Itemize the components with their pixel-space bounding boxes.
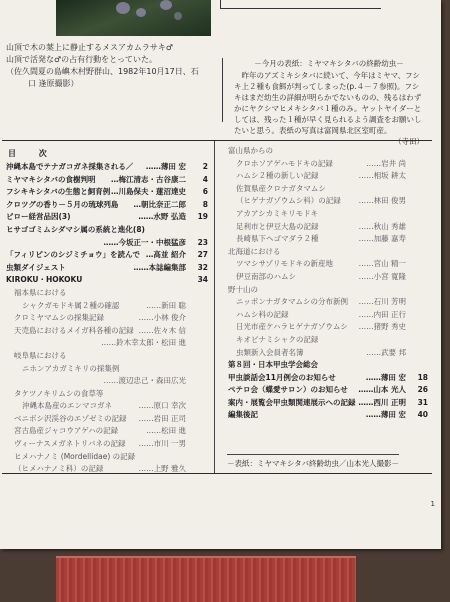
toc-entry [228, 397, 428, 410]
toc-entry-title: ハムシ科の記録 [236, 309, 289, 319]
toc-entry-page: 26 [417, 385, 428, 395]
toc-entry-title: 富山県からの [228, 146, 273, 155]
toc-entry-author: ……市川 一男 [138, 439, 186, 449]
toc-entry-title: 第８回・日本甲虫学会総会 [228, 360, 318, 370]
toc-entry-author: ……薄田 宏 [145, 162, 186, 171]
toc-entry [6, 425, 208, 438]
photo-caption-line4: 口 逢原撮影） [28, 79, 79, 88]
toc-entry-author: ……小林 俊介 [138, 313, 186, 323]
toc-entry-title: （ヒメハナノミ科）の記録 [14, 464, 104, 474]
toc-entry [6, 161, 208, 174]
toc-bottom-note [198, 454, 428, 469]
toc-entry-author: ……鈴木幸太郎・松田 進 [101, 338, 186, 348]
toc-entry-author: …朝比奈正二郎 [133, 199, 186, 209]
toc-entry-title: 編集後記 [228, 410, 258, 420]
toc-entry-author: ……佐々木 信 [138, 325, 186, 335]
toc-entry-title: ニホンアカガミキリの採集例 [22, 363, 120, 373]
toc-entry-title: 沖縄本島産のエンマコガネ [22, 401, 112, 411]
toc-entry [6, 300, 208, 313]
toc-entry [228, 372, 428, 385]
toc-entry [6, 287, 208, 300]
toc-entry-page: 31 [417, 397, 428, 407]
toc-column-divider [214, 141, 215, 473]
cover-note-body: 昨年のアズミキシタバに続いて、今年はミヤマ、フシキ上２種も食餌が判ってしまった(p.４－７参照)。フシキはまだ幼生の詳細が明らかでないものの、残るはわずかにヤクシマヒメキシタバ１種のみ。ヤットヤイダーとしては、残った１種が早く見られるよう調査をお願いしたいと思う。表紙の写真は富岡県北区室町産。 [234, 71, 422, 135]
table-of-contents [2, 140, 432, 474]
toc-entry-title: ミヤマキシタバの食樹判明 [6, 174, 96, 184]
toc-entry-author: ……加藤 嘉寿 [358, 234, 406, 244]
toc-entry-title: 福本県における [14, 287, 67, 297]
toc-entry-title: ベニボシ沢渓谷のエゾゼミの記録 [14, 413, 127, 423]
toc-entry-title: ニッポンナガタマムシの分布新例 [236, 297, 349, 307]
toc-entry-author: ……猪野 秀史 [358, 322, 406, 332]
cover-note-frame [220, 0, 381, 9]
toc-left-column [6, 161, 208, 476]
toc-entry [6, 211, 208, 224]
toc-entry [228, 409, 428, 422]
toc-entry-page: 2 [202, 162, 208, 171]
toc-entry-title: 甲虫談話会11月例会のお知らせ [228, 372, 336, 382]
page-number: 1 [430, 500, 435, 508]
toc-entry-title: ヴィーナスメガネトリバネの記録 [14, 439, 126, 449]
toc-entry [228, 321, 428, 334]
toc-entry-title: ペテロ会（蝶愛サロン）のお知らせ [228, 385, 348, 395]
toc-entry [6, 451, 208, 464]
toc-entry-title: 虫類ダイジェスト [6, 262, 66, 272]
photo-caption-line3: （佐久間夏の島嶼木村野群山、1982年10月17日、石 [6, 67, 199, 76]
toc-entry [228, 284, 428, 297]
toc-entry [228, 334, 428, 347]
toc-entry-title: KIROKU・HOKOKU [6, 275, 83, 285]
toc-entry-author: ……本誌編集部 [133, 262, 186, 272]
toc-entry [6, 262, 208, 275]
toc-entry [6, 199, 208, 212]
toc-entry-page: 19 [197, 212, 208, 222]
toc-entry [6, 363, 208, 376]
toc-entry [6, 375, 208, 388]
table-surface [56, 556, 356, 602]
toc-entry [228, 170, 428, 183]
cover-note-title: －今月の表紙：ミヤマキシタバの終齢幼虫－ [254, 59, 404, 68]
toc-entry-author: ……今坂正一・中根猛彦 [103, 237, 186, 247]
toc-entry-author: …川島保夫・蓮沼達史 [111, 187, 186, 197]
toc-entry-page: 4 [202, 174, 208, 184]
toc-entry-page: 34 [197, 275, 208, 285]
toc-entry-page: 40 [417, 410, 428, 420]
toc-entry [6, 413, 208, 426]
toc-entry-author: ……岩井 尚 [366, 158, 406, 168]
toc-entry-title: 虫類新入会員者名簿 [236, 347, 304, 357]
toc-entry-title: キオビナミシャクの記録 [236, 334, 319, 344]
toc-entry-author: ……石川 芳明 [358, 297, 406, 307]
toc-entry-title: 日光市産ケハラヒゲナガゾウムシ [236, 322, 348, 332]
toc-entry-page: 6 [202, 187, 208, 197]
toc-entry-title: 足利市と伊豆大島の記録 [236, 221, 319, 231]
toc-entry-title: 案内・展覧会甲虫類関連展示への記録 [228, 397, 356, 407]
toc-entry [228, 384, 428, 397]
toc-entry [6, 463, 208, 476]
cover-photo [56, 0, 211, 36]
toc-entry [6, 438, 208, 451]
photo-caption-line2: 山頂で活発な♂の占有行動をとっていた。 [6, 55, 158, 64]
toc-entry-title: 「フィリピンのシジミチョウ」を読んで [6, 250, 140, 260]
photo-caption-line1: 山頂で木の葉上に静止するメスアカムラサキ♂ [6, 43, 174, 52]
toc-heading: 目 次 [8, 149, 57, 158]
toc-entry-author: ……林田 俊男 [358, 196, 406, 206]
toc-entry-author: ……上野 雅久 [138, 464, 186, 474]
toc-entry-title: アカアシカミキリモドキ [236, 208, 319, 218]
toc-entry-title: 沖縄本島でテナガコガネ採集される／ [6, 162, 134, 171]
toc-entry-author: ……小宮 寛隆 [358, 271, 406, 281]
toc-entry-title: ヒメハナノミ (Mordellidae) の記録 [14, 451, 136, 461]
toc-entry [6, 186, 208, 199]
toc-entry [6, 388, 208, 401]
toc-entry [228, 221, 428, 234]
toc-entry-title: クロホソアゲハモドキの記録 [236, 158, 333, 168]
toc-entry [6, 174, 208, 187]
toc-entry-author: ……薄田 宏 [365, 410, 406, 420]
toc-entry [228, 183, 428, 196]
toc-entry-title: 宮古島産ジャコウアゲハの記録 [14, 426, 119, 436]
toc-entry-author: ……松田 進 [146, 426, 186, 436]
toc-entry-title: 北海道における [228, 246, 281, 256]
toc-entry-author: ……渡辺忠己・森田広光 [103, 376, 186, 386]
toc-entry-title: ツマシサゾリモドキの新産地 [236, 259, 334, 269]
toc-entry [6, 312, 208, 325]
toc-entry-author: ……原口 幸次 [138, 401, 186, 411]
toc-entry-page: 32 [197, 262, 208, 272]
toc-entry-title: ヒサゴゴミムシダマシ属の系統と進化(8) [6, 224, 145, 234]
column-rule [222, 58, 223, 122]
toc-entry [6, 274, 208, 287]
toc-entry-author: …高並 紹介 [145, 250, 186, 260]
toc-entry [228, 309, 428, 322]
cover-note-signature: （寺田） [394, 137, 424, 146]
toc-entry [228, 359, 428, 372]
toc-entry-title: （ヒゲナガゾウムシ科）の記録 [236, 196, 341, 206]
toc-entry-author: …梅江清志・古谷康二 [111, 174, 186, 184]
toc-entry-title: 佐賀県産クロナガタマムシ [236, 183, 326, 193]
toc-entry [228, 246, 428, 259]
toc-entry-author: ……宮山 精一 [358, 259, 406, 269]
toc-right-column [228, 145, 428, 422]
toc-entry-title: クロツグの香り－５月の琉球列島 [6, 199, 119, 209]
toc-entry-title: 伊豆南部のハムシ [236, 271, 296, 281]
toc-entry-title: クロミヤマムシの採集記録 [14, 313, 104, 323]
toc-entry [228, 233, 428, 246]
toc-entry-author: ……西川 正明 [358, 397, 406, 407]
toc-entry-title: シャクガモドキ属２種の確認 [22, 300, 120, 310]
toc-entry-title: タケツノキリムシの食草等 [14, 388, 104, 398]
toc-entry-title: 岐阜県における [14, 350, 67, 360]
toc-entry-title: フシキキシタバの生態と飼育例 [6, 187, 111, 197]
toc-entry-author: ……山本 光人 [358, 385, 406, 395]
toc-entry-title: 野十山の [228, 284, 258, 294]
toc-entry-author: ……武要 邦 [366, 347, 406, 357]
toc-entry [6, 325, 208, 338]
toc-entry-author: ……岩田 正司 [138, 413, 186, 423]
toc-entry [6, 249, 208, 262]
toc-entry [228, 158, 428, 171]
toc-entry [228, 271, 428, 284]
toc-entry-page: 23 [197, 237, 208, 247]
cover-note [234, 58, 424, 147]
toc-entry-title: ビロー経営品因(3) [6, 212, 71, 222]
toc-entry-author: ……新田 聡 [146, 300, 186, 310]
toc-entry-page: 18 [417, 372, 428, 382]
toc-entry [6, 237, 208, 250]
toc-entry-author: ……薄田 宏 [365, 372, 406, 382]
toc-entry [6, 224, 208, 237]
toc-bottom-note-text: －表紙：ミヤマキシタバ終齢幼虫／山本光人撮影－ [227, 454, 399, 469]
toc-entry-page: 8 [202, 199, 208, 209]
toc-entry [228, 145, 428, 158]
toc-entry [228, 208, 428, 221]
toc-entry [228, 347, 428, 360]
toc-entry-author: ……内田 正行 [358, 309, 406, 319]
toc-entry-title: 長崎県下へゴマダラ２種 [236, 234, 319, 244]
toc-entry-title: 天売島におけるメイガ科各種の記録 [14, 325, 134, 335]
toc-entry [6, 350, 208, 363]
toc-entry-author: ……秋山 秀雄 [358, 221, 406, 231]
toc-entry [228, 296, 428, 309]
toc-entry-author: ……相坂 耕太 [358, 171, 406, 181]
toc-entry-page: 27 [197, 250, 208, 260]
toc-entry [228, 258, 428, 271]
toc-entry-author: ……水野 弘造 [138, 212, 186, 222]
toc-entry [6, 337, 208, 350]
toc-entry [228, 195, 428, 208]
toc-entry-title: ハムシ２種の新しい記録 [236, 171, 319, 181]
toc-entry [6, 400, 208, 413]
